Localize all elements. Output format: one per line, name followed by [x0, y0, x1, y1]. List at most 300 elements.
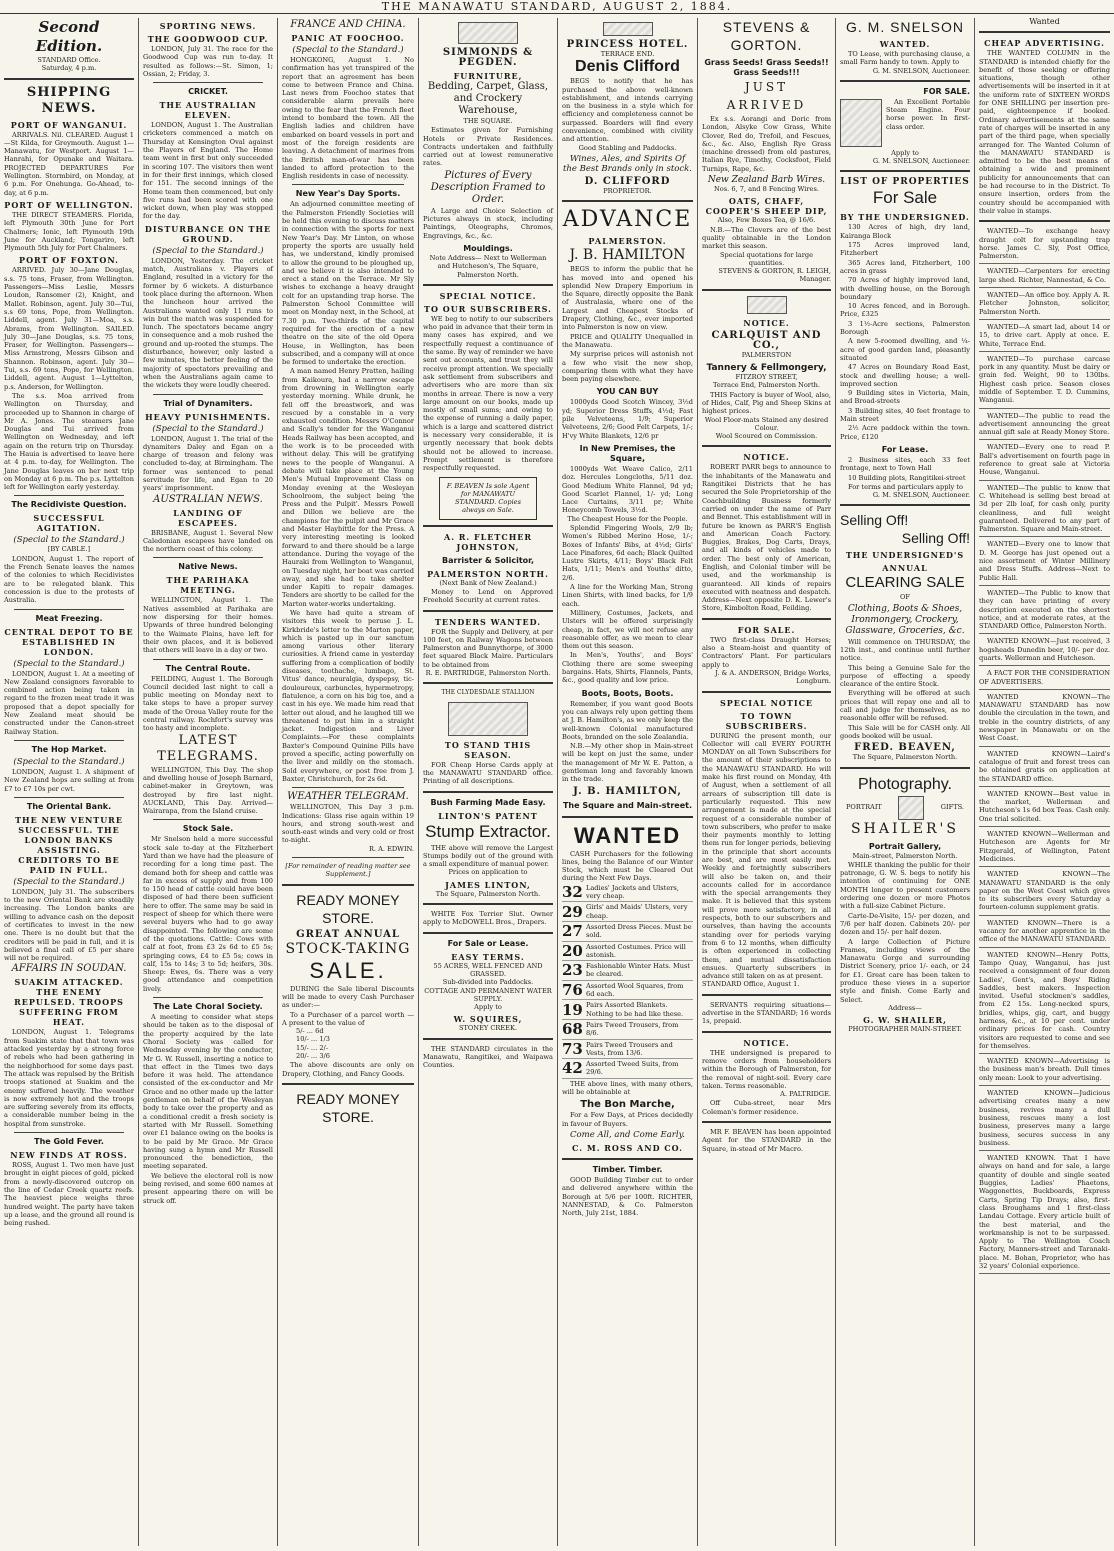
escapees-heading: LANDING OF ESCAPEES. — [173, 507, 243, 528]
oats-also: Also, Few Boxes Tea, @ 16/6. — [717, 216, 816, 225]
prices-label: Prices on application to — [448, 868, 528, 877]
goods-line: Clothing, Boots & Shoes, Ironmongery, Crockery, Glassware, Groceries, &c. — [845, 603, 965, 636]
divider — [423, 932, 553, 934]
fencing-line: Nos. 6, 7, and 8 Fencing Wires. — [714, 185, 819, 194]
clearance-line-count: 42 — [562, 1059, 583, 1078]
cramp-body: We have had quite a stream of visitors this week to peruse J. L. Kirkbride's letter to the Marton paper, which is pasted up in our sanctum among various other literary curiosities. A friend came in yesterday suffering from a complication of bodily diseases, toothache, lumbago, St. Vitus' dance, neuralgia, dyspepsy, tic-douloureux, carbuncles, hypermetropy, flatulence, a corn on his big toe, and a cast in his eye. We made him read that letter out aloud, and he laughed till we threatened to put him in a straight jacket. Indigestion and Liver Complaints.—For these complaints Baxter's Compound Quinine Pills have proved a specific, acting powerfully on the liver and mildly on the stomach. Sold everywhere, or post free from J. Baxter, Christchurch, for 2s 6d. — [282, 609, 414, 783]
disturbance-heading: DISTURBANCE ON THE GROUND. — [144, 223, 272, 244]
meat-body: LONDON, August 1. At a meeting of New Zealand consignors favorable to combined action being taken in regard to the frozen meat trade it was proposed that a depot specially for New Zealand meat should be constructed under the Canon-street Railway Station. — [4, 669, 134, 736]
special-quotation-line: Special quotations for large quantities. — [719, 250, 814, 267]
divider — [292, 857, 404, 858]
divider — [840, 504, 970, 506]
notice2-heading: NOTICE. — [743, 452, 790, 463]
divider — [292, 787, 404, 788]
terrace-end-label: Terrace End, Palmerston North. — [713, 381, 820, 390]
column-5 — [558, 18, 697, 1548]
boots-heading: Boots, Boots, Boots. — [581, 688, 674, 698]
wanted-item: WANTED KNOWN—Advertising is the business man's breath. Dull times only mean: Look to your advertising. — [979, 1057, 1110, 1086]
clearing-sale-heading: CLEARING SALE — [845, 574, 965, 592]
gallery-heading: Portrait Gallery, — [868, 841, 942, 851]
barrister-title: Barrister & Solicitor, — [442, 555, 534, 565]
square-label: THE SQUARE. — [463, 117, 513, 125]
nightsoil-body: THE undersigned is prepared to remove orders from householders within the Borough of Palmerston, for the removal of night-soil. Every care taken. Terms reasonable. — [702, 1048, 831, 1090]
divider — [702, 994, 831, 996]
lease-item: 2 Business sites, each 33 feet frontage, next to Town Hall — [840, 455, 970, 473]
selling-off-1: Selling Off! — [840, 512, 909, 529]
bush-heading: Bush Farming Made Easy. — [430, 797, 546, 807]
barrister-name: A. R. FLETCHER JOHNSTON, — [443, 531, 533, 552]
tenders-signature: R. E. PARTRIDGE, Palmerston North. — [425, 669, 551, 678]
photography-heading: Photography. — [858, 775, 952, 793]
stocktaking-heading: STOCK-TAKING — [285, 940, 411, 957]
divider — [423, 791, 553, 793]
nb-body: N.B.—My other shop in Main-street will be kept on just the same, under the management of Mr W. E. Patton, a gentleman long and favorably known in the trade. — [562, 742, 693, 784]
wanted-item: WANTED—The public to know that C. Whitehead is selling best bread at 3d per 2lb loaf, for cash only, purity cleanliness, and full weight guaranteed. Delivered to any part of Palmerston. Square and Main-street. — [979, 484, 1110, 538]
cash-line: This Sale will be for CASH only. All goods booked will be usual. — [840, 723, 970, 740]
port-foxton-body: ARRIVED. July 30—Jane Douglas, s.s. 75 tons, Fraser, from Wellington. Passengers—Miss Leslie, Messrs Loudon, Ransomer (2), Knight, and Mallet. Robinson, agent. July 30—Tui, s.s 69 tons, Pope, from Wellington. Liddell, agent. July 31—Moa, s.s. Abrams, from Wellington. SAILED. July 30—Jane Douglas, s.s. 75 tons, Fraser, for Wellington. Passengers—Miss Armstrong, Messrs Gibson and Shannon. Robinson, agent. July 30—Tui, s.s. 69 tons, Pope, for Wellington. Liddell, agent. August 1—Lyttelton, p.s. Anderson, for Wellington. — [4, 266, 134, 391]
stand-heading: TO STAND THIS SEASON. — [444, 739, 532, 760]
town-subscribers-heading: TO TOWN SUBSCRIBERS. — [725, 710, 808, 731]
port-foxton-notes: The s.s. Moa arrived from Wellington on Thursday, and proceeded up to Shannon in charge of Mr A. Jones. The steamers Jane Douglas and Tui arrived from Wellington on Wednesday, and left again on the return trip on Thursday. The Hauia is advertised to leave here at 4 p.m. to-day, for Wellington. The Jane Douglas leaves on her next trip on Monday at 6 p.m. The p.s. Lyttelton left for Wellington early yesterday. — [4, 391, 134, 492]
property-item: 10 Acres fenced, and in Borough. Price, £325 — [840, 302, 970, 319]
divider — [14, 797, 124, 798]
shailer-heading: SHAILER'S — [851, 820, 959, 837]
divider — [979, 220, 1110, 222]
stoney-creek: STONEY CREEK. — [458, 1024, 517, 1033]
clearance-line-count: 68 — [562, 1020, 583, 1039]
undersigned-heading: THE UNDERSIGNED'S — [845, 550, 965, 561]
discount-row: 15/- ... 2/- — [296, 1043, 328, 1052]
lease-heading: For Lease. — [881, 444, 929, 454]
closing-body: We believe the electoral roll is now being revised, and some 600 names at present appearing there on will be struck off. — [143, 1171, 273, 1205]
property-item: 2½ Acre paddock within the town. Price, £120 — [840, 424, 970, 441]
property-item: 3 1½-Acre sections, Palmerston Borough — [840, 319, 970, 337]
snelson-heading: G. M. SNELSON — [845, 19, 965, 35]
divider — [423, 525, 553, 527]
notice3-heading: NOTICE. — [743, 1037, 790, 1048]
port-wanganui-heading: PORT OF WANGANUI. — [10, 119, 128, 130]
divider — [702, 691, 831, 693]
premises-heading: In New Premises, the Square, — [579, 443, 676, 463]
clifford-heading: Denis Clifford — [575, 58, 680, 76]
hamilton-heading: J. B. HAMILTON — [569, 247, 686, 264]
lease-list — [840, 456, 970, 482]
wines-line: Wines, Ales, and Spirits Of the Best Brands only in stock. — [563, 153, 692, 174]
circulation-note: THE STANDARD circulates in the Manawatu, Rangitikei, and Waipawa Counties. — [423, 1044, 553, 1070]
divider — [292, 184, 404, 185]
divider — [979, 31, 1110, 33]
native-heading: Native News. — [178, 562, 238, 572]
clearance-line-text: Girls' and Maids' Ulsters, very cheap. — [586, 903, 688, 920]
address-label: Address— — [888, 1003, 922, 1012]
genuine-line: This being a Genuine Sale for the purpose of effecting a speedy clearance of the entire Stock. — [840, 663, 970, 689]
port-wanganui-body: ARRIVALS. Nil. CLEARED. August 1—St Kilda, for Greymouth. August 1—Manawatu, for Westport. August 1—Hanrahi, for Opunake and Waitara. PROJECTED DEPARTURES For Wellington. Stormbird, on Monday, at 6 p.m. For Onehunga. Go-Ahead, to-day, at 6 p.m. — [4, 130, 134, 197]
masthead: THE MANAWATU STANDARD, AUGUST 2, 1884. — [0, 0, 1114, 14]
ready-money-footer: READY MONEY STORE. — [296, 1090, 400, 1125]
millinery-line: Millinery, Costumes, Jackets, and Ulsters will be offered surprisingly cheap, in fact, we will not refuse any reasonable offer, as we mean to clear them out this season. — [562, 608, 693, 651]
wanted-item: WANTED KNOWN. That I have always on hand and for sale, a large quantity of double and single seated Buggies, Ladies' Phaetons, Waggonettes, Buckboards, Express Carts, Spring Tip Drays; also, first-class Broughams and 1 first-class Landau Cottage. Every article built of the best material, and the workmanship is not to be surpassed. Apply to The Wellington Coach Factory, Manners-street and Taranaki-place. M. Bohan, Proprietor, who has 32 years' Colonial experience. — [979, 1154, 1110, 1274]
discount-header: To a Purchaser of a parcel worth — A present to the value of — [282, 1010, 414, 1027]
divider — [562, 1158, 693, 1160]
property-item: 130 Acres of high, dry land, Kairanga Block — [840, 223, 970, 240]
apply-label: Apply to — [891, 148, 919, 157]
divider — [702, 618, 831, 620]
special-label: (Special to the Standard.) — [152, 245, 264, 256]
camera-icon — [898, 796, 924, 820]
wanted-item: WANTED KNOWN—Laird's catalogue of fruit and forest trees can be obtained gratis on application at the STANDARD office. — [979, 750, 1110, 787]
wanted-item: WANTED—Every one to know that D. M. George has just opened out a nice assortment of Winter Millinery and Dress Stuffs. Address—Next to Public Hall. — [979, 540, 1110, 585]
clearance-line-text: Pairs Tweed Trousers and Vests, from 13/6. — [586, 1040, 673, 1057]
aus-news-heading: AUSTRALIAN NEWS. — [153, 493, 263, 505]
eleven-heading: THE AUSTRALIAN ELEVEN. — [159, 100, 257, 121]
clearance-line-text: Pairs Assorted Blankets. Nothing to be had like these. — [586, 1001, 684, 1018]
wanted-heading: WANTED. — [879, 39, 931, 49]
column-8 — [975, 18, 1114, 1548]
cricket-body: LONDON, August 1. The Australian cricketers commenced a match on Thursday at Kensington Oval against the Players of England. The Home team went in first but only succeeded in scoring 107. The visitors then went in for their first innings, which closed for 151. The second innings of the Home team then commenced, but only five runs had been scored with one wicket down, when play was stopped for the day. — [143, 121, 273, 221]
prices-line: Everything will be offered at such prices that will repay one and all to call and judge for themselves, as no reasonable offer will be refused. — [840, 689, 970, 723]
port-wellington-body: THE DIRECT STEAMERS. Florida, left Plymouth 30th June for Port Chalmers; Ionic, left Plymouth 19th June for Auckland; Tongariro, left Plymouth 5th July for Port Chalmers. — [4, 210, 134, 253]
terrace-label: TERRACE END. — [600, 50, 655, 58]
palmerston-label: PALMERSTON. — [588, 236, 667, 247]
beaven-agent-line: MR F. BEAVEN has been appointed Agent for the STANDARD in the Square, in-stead of Mr Macro. — [702, 1128, 831, 1153]
special-label: (Special to the Standard.) — [13, 756, 125, 767]
shipping-heading: SHIPPING NEWS. — [26, 84, 112, 116]
parr-body: ROBERT PARR begs to announce to the inhabitants of the Manawatu and Rangitikei Districts that he has secured the Sole Proprietorship of the Coachbuilding Business formerly carried on under the name of Parr and Bennet. This establishment will in future be known as PARR'S English and American Coach Factory. Buggies, Brakes, Dog Carts, Drays, and all kinds of vehicles made to order. The best only of American, English, and Colonial timber will be used, and the workmanship is guaranteed. All kinds of repairs executed with neatness and despatch. Address—Next opposite D. K. Lewer's Store, Kimbolton Road, Feilding. — [702, 463, 831, 613]
clearance-line — [562, 981, 693, 1001]
divider — [423, 1038, 553, 1040]
hotel-body: BEGS to notify that he has purchased the above well-known establishment, and intends carrying on the business in a style which for efficiency and completeness cannot be surpassed. Boarders will find every convenience, combined with civility and attention. — [562, 77, 693, 144]
tenders-heading: TENDERS WANTED. — [434, 616, 542, 627]
proprietor-label: PROPRIETOR. — [603, 186, 652, 195]
stabling-line: Good Stabling and Paddocks. — [578, 143, 677, 152]
office-date: STANDARD Office, August 1. — [702, 980, 800, 989]
office-line: STANDARD Office. — [37, 56, 101, 64]
discount-table — [282, 1027, 414, 1060]
timber-heading: Timber. Timber. — [592, 1164, 663, 1174]
remainder-note: [For remainder of reading matter see Supplement.] — [285, 862, 411, 879]
notice-body: WE beg to notify to our subscribers who paid in advance that their term in many cases has expired, and we respectfully request a continuance of the same. By way of reminder we have sent out accounts, and trust they will receive prompt attention. We specially ask settlement from subscribers and advertisers who are more than six months in arrear. There is now a very large amount on our books, made up mostly of small sums; and owing to the expense of running a daily paper, which is a large and scattered district is necessary very considerable, it is urgently necessary that book debts should not be allowed to increase. Prompt settlement is therefore respectfully requested. — [423, 314, 553, 473]
clearance-line — [562, 1020, 693, 1040]
shailer-signature: G. W. SHAILER, — [863, 1015, 947, 1026]
property-item: A new 5-roomed dwelling, and ¼-acre of good garden land, pleasantly situated — [840, 337, 970, 362]
port-wellington-heading: PORT OF WELLINGTON. — [4, 199, 134, 210]
parihaka-heading: THE PARIHAKA MEETING. — [166, 575, 250, 596]
clearance-line-text: Assorted Tweed Suits, from 29/6. — [586, 1060, 679, 1077]
clearance-line — [562, 961, 693, 981]
wanted-item: WANTED—Carpenters for erecting large shed. Richter, Nannestad, & Co. — [979, 267, 1110, 288]
divider — [153, 82, 263, 83]
barrister-place: PALMERSTON NORTH. — [427, 568, 549, 579]
soudan-heading: AFFAIRS IN SOUDAN. — [11, 963, 127, 975]
bon-marche-heading: The Bon Marche, — [580, 1099, 675, 1111]
buy-list: 1000yds Good Scotch Wincey, 3½d yd; Superior Dress Stuffs, 4½d; Fast pile Velveteens, 1/9; Superior Velveteens, 2/6; Good Felt Carpets, 1/-; H'vy White Blankets, 12/6 pr — [562, 398, 693, 440]
linton-heading: LINTON'S PATENT — [438, 810, 538, 821]
horse-cards-body: FOR Cheap Horse Cards apply at the MANAWATU STANDARD office. Printing of all descriptions. — [423, 760, 553, 786]
meat-subheading: CENTRAL DEPOT TO BE ESTABLISHED IN LONDON. — [4, 626, 134, 657]
wanted-body: CASH Purchasers for the following lines, being the Balance of our Winter Stock, which must be Cleared Out during the Next Few Days. — [562, 849, 693, 883]
stevens-signature: STEVENS & GORTON, R. LEIGH, Manager. — [718, 267, 831, 284]
panic-heading: PANIC AT FOOCHOO. — [291, 33, 405, 43]
shailer-body: WHILE thanking the public for their patronage, G. W. S. begs to notify his intention of continuing for ONE MONTH longer to present customers ordering one dozen or more Photos with a full-size Cabinet Picture. — [840, 860, 970, 911]
bedding-heading: Bedding, Carpet, Glass, and Crockery Warehouse, — [427, 81, 549, 116]
property-item: 47 Acres on Boundary Road East, stock and dwelling house; a well-improved section — [840, 363, 970, 388]
divider — [840, 80, 970, 82]
port-foxton-heading: PORT OF FOXTON. — [19, 255, 119, 266]
hamilton-signature: J. B. HAMILTON, — [573, 785, 682, 797]
for-sale-big: For Sale — [872, 188, 938, 208]
arrived-heading: JUST ARRIVED — [726, 80, 807, 112]
fitzroy-label: FITZROY STREET, — [735, 373, 798, 382]
snelson-signature: G. M. SNELSON, Auctioneer. — [872, 157, 970, 166]
special-label: (Special to the Standard.) — [13, 535, 125, 546]
recidiviste-subheading: SUCCESSFUL AGITATION. — [33, 513, 105, 534]
linton-address: The Square, Palmerston North. — [435, 889, 541, 898]
premises-list: 1000yds Wet Weave Calico, 2/11 doz. Hercules Longcloths, 5/11 doz. Good Medium White Flannel, 9d yd; Good Scarlet Flannel, 1/- yd; Long Lace Curtains, 3/11 pr; White Honeycomb Towels, 3½d. — [562, 464, 693, 515]
wanted-item: WANTED KNOWN—The MANAWATU STANDARD has now double the circulation in the town, and treble in the country districts, of any newspaper in Manawatu or on the West Coast. — [979, 693, 1110, 747]
horse-illustration-icon — [448, 702, 528, 736]
meat-heading: Meat Freezing. — [35, 613, 103, 623]
column-6 — [698, 18, 835, 1548]
carlquist-heading: CARLQUIST AND CO., — [711, 329, 822, 351]
wanted-item: WANTED KNOWN—There is a vacancy for another apprentice in the office of the MANAWATU STANDARD. — [979, 919, 1110, 948]
sale-body: DURING the Sale liberal Discounts will be made to every Cash Purchaser as under:— — [282, 984, 414, 1010]
special-label: (Special to the Standard.) — [13, 658, 125, 669]
column-4 — [419, 18, 557, 1548]
divider — [14, 495, 124, 496]
clearance-line-count: 20 — [562, 941, 583, 960]
clearance-line-text: Assorted Dress Pieces. Must be sold. — [586, 922, 692, 940]
furniture-heading: FURNITURE, — [453, 71, 523, 81]
latest-heading: LATEST TELEGRAMS. — [157, 732, 259, 764]
wanted-items-list — [979, 227, 1110, 1274]
divider — [702, 1031, 831, 1033]
special-label: (Special to the Standard.) — [13, 876, 125, 887]
commence-line: Will commence on THURSDAY, the 12th inst., and continue until further notice. — [840, 637, 970, 663]
anderson-signature: J. & A. ANDERSON, Bridge Works, Longburn. — [715, 668, 831, 686]
property-item: 9 Building sites in Victoria, Main, and Broad-streets — [840, 389, 970, 406]
sporting-heading: SPORTING NEWS. — [159, 21, 257, 31]
clearance-line — [562, 942, 693, 962]
column-7 — [836, 18, 974, 1548]
beaven-agent-box: F. BEAVEN Is sole Agent for MANAWATU STANDARD. Copies always on Sale. — [439, 477, 537, 520]
for-sale-heading: FOR SALE. — [737, 624, 796, 635]
hop-body: LONDON, August 1. A shipment of New Zealand hops are selling at from £7 to £7 10s per cwt. — [4, 767, 134, 793]
divider — [4, 78, 134, 80]
clearance-line-count: 76 — [562, 981, 583, 1000]
divider — [423, 682, 553, 684]
wanted-item: WANTED—An office boy. Apply A. R. Fletcher Johnston, solicitor, Palmerston North. — [979, 291, 1110, 320]
divider — [14, 740, 124, 741]
acres-line: 55 ACRES, WELL FENCED AND GRASSED. — [433, 961, 543, 978]
divider — [153, 997, 263, 998]
apply-label: Apply to — [474, 1003, 502, 1012]
tannery-body: THIS Factory is buyer of Wool, also, of Hides, Calf, Pig and Sheep Skins at highest prices. — [702, 390, 831, 416]
clearance-line — [562, 922, 693, 942]
ready-money-heading: READY MONEY STORE. — [296, 891, 400, 926]
wanted-item: WANTED—The public to read the advertisement announcing the great annual gift sale at Ready Money Store. — [979, 412, 1110, 441]
property-item: 365 Acres land, Fitzherbert, 100 acres in grass — [840, 258, 970, 275]
discount-note: The above discounts are only on Drapery, Clothing, and Fancy Goods. — [282, 1061, 414, 1078]
divider — [153, 659, 263, 660]
of-label: OF — [900, 593, 910, 602]
main-street-label: Main-street, Palmerston North. — [852, 851, 958, 860]
timber-body: GOOD Building Timber cut to order and delivered anywhere within the Borough at 5/6 per 100ft. RICHTER, NANNESTAD, & Co. Palmerston North, July 21st, 1884. — [562, 1175, 693, 1218]
barrister-note: Money to Lend on Approved Freehold Security at current rates. — [423, 587, 553, 605]
wanted-item: WANTED KNOWN—Henry Potts, Tampo Quay, Wanganui, has just received a consignment of four dozen Ladies', Gent's, and Boys' Riding Saddles, best makers. Inspection invited. Useful stockmen's saddles, from £2 15s. Long-necked spurs, bridles, whips, gig, cart, and buggy harness, &c., at 10 per cent. under ordinary prices for cash. Country visitors are requested to come and see for themselves. — [979, 951, 1110, 1055]
paddocks-line: Sub-divided into Paddocks. — [442, 978, 534, 987]
dynamiters-heading: Trial of Dynamiters. — [163, 398, 253, 408]
wanted-item: WANTED KNOWN—Wellerman and Hutcheson are Agents for Mr Fitzgerald, of Wellington, Patent Medicines. — [979, 830, 1110, 867]
recidiviste-body: LONDON, August 1. The report of the French Senate leaves the names of the colonies to which Recidivistes are to be relegated blank. This concession is due to the protests of Australia. — [4, 554, 134, 605]
divider — [702, 289, 831, 291]
divider — [423, 284, 553, 286]
divider — [840, 170, 970, 172]
lease-item: 10 Building plots, Rangitikei-street — [848, 473, 966, 482]
cricket-heading: CRICKET. — [188, 87, 228, 97]
simmonds-heading: SIMMONDS & PEGDEN. — [442, 47, 534, 68]
engine-body: An Excellent Portable Steam Engine. Four horse power. In first-class order. — [886, 97, 970, 131]
divider — [14, 1132, 124, 1133]
goodwood-body: LONDON, July 31. The race for the Goodwood Cup was run to-day. It resulted as follows:—St. Simon, 1; Ossian, 2; Friday, 3. — [143, 45, 273, 78]
address-body: Note Address— Next to Wellerman and Hutcheson's, The Square, Palmerston North. — [429, 253, 547, 279]
arrived-body: Ex s.s. Aorangi and Doric from London, Alsyke Cow Grass, White Clover, Red do, Trefoil, and Fescues, &c., &c. Also, English Rye Grass (machine dressed) from old pastures, Italian Rye, Timothy, Cocksfoot, Field Turnips, Rape, &c. — [702, 115, 831, 173]
divider — [423, 610, 553, 612]
advance-heading: ADVANCE — [562, 207, 693, 233]
pictures-heading: Pictures of Every Description Framed to Order. — [430, 169, 546, 205]
clearance-line-count: 73 — [562, 1039, 583, 1058]
clydesdale-label: THE CLYDESDALE STALLION — [441, 689, 535, 697]
oriental-heading: The Oriental Bank. — [26, 801, 112, 811]
divider — [562, 200, 693, 202]
wanted-column-heading: Wanted — [1029, 18, 1060, 26]
discount-row: 10/- ... 1/3 — [296, 1035, 330, 1044]
hose-list: Splendid Fingering Wools, 2/9 lb; Women's Ribbed Merino Hose, 1/-; Boxes of Infants' Bibs, at 4½d; Girls' Lace Pinafores, 6d each; Black Quilted Lustre Skirts, 4/11; Boys' Black Felt Hats, 1/11; Men's and Youths' ditto, 2/6. — [562, 523, 693, 582]
by-undersigned: BY THE UNDERSIGNED. — [840, 212, 970, 223]
clearance-line-text: Fashionable Winter Hats. Must be cleared. — [586, 962, 691, 979]
recidiviste-heading: The Recidiviste Question. — [11, 500, 127, 510]
wool-scoured-line: Wool Scoured on Commission. — [715, 432, 818, 441]
clearance-line-count: 23 — [562, 961, 583, 980]
property-item: 175 Acres improved land, Fitzherbert — [840, 241, 970, 258]
terms-heading: EASY TERMS. — [451, 951, 525, 962]
sale-lease-heading: For Sale or Lease. — [447, 938, 529, 948]
paltridge-signature: A. PALTRIDGE. — [780, 1090, 831, 1099]
bon-marche-body: For a Few Days, at Prices decidedly in favour of Buyers. — [562, 1111, 693, 1128]
divider — [423, 903, 553, 905]
subscribers-heading: TO OUR SUBSCRIBERS. — [424, 303, 552, 314]
divider — [14, 609, 124, 610]
divider — [282, 1083, 414, 1085]
soudan-body: LONDON, August 1. Telegrams from Suakim state that that town was attacked yesterday by a strong force of rebels who had been gathering in the neighborhood for some days past. The attack was repulsed by the British troops stationed at Suakim and the enemy suffered heavily. The weather is now extremely hot and the troops are suffering severely from its effects, a considerable number being in the hospital from sunstroke. — [4, 1028, 134, 1128]
special-label: (Special to the Standard.) — [152, 423, 264, 434]
divider — [840, 767, 970, 769]
dynamiters-body: LONDON, August 1. The trial of the dynamiters Daley and Egan on a charge of treason and felony was concluded to-day, at Birmingham. The former was sentenced to penal servitude for life, and Egan to 20 years' imprisonment. — [143, 434, 273, 493]
divider — [153, 819, 263, 820]
clearance-line-count: 32 — [562, 883, 583, 902]
quality-line: PRICE and QUALITY Unequalled in the Manawatu. — [562, 332, 693, 349]
hop-heading: The Hop Market. — [31, 744, 107, 754]
soudan-subheading: SUAKIM ATTACKED. THE ENEMY REPULSED. TROOPS SUFFERING FROM HEAT. — [14, 977, 124, 1028]
list-heading: LIST OF PROPERTIES — [840, 177, 970, 188]
central-body: FEILDING, August 1. The Borough Council decided last night to call a public meeting on Monday next to take steps to have a proper survey made of the Oroua Valley route for the central railway. Rochfort's survey was too hasty and incomplete. — [143, 674, 273, 733]
paltridge-address: Off Cuba-street, near Mrs Coleman's former residence. — [702, 1099, 831, 1116]
latest-body: WELLINGTON, This Day. The shop and dwelling house of Joseph Barnard, cabinet-maker in Greytown, was destroyed by fire last night. AUCKLAND, This Day. Arrived—Wairarapa, from the Island cruise. — [143, 765, 273, 816]
clearance-line-count: 29 — [562, 902, 583, 921]
squires-name: W. SQUIRES, — [453, 1014, 523, 1025]
oriental-subheading: THE NEW VENTURE SUCCESSFUL. THE LONDON BANKS ASSISTING. CREDITORS TO BE PAID IN FULL. — [15, 814, 123, 875]
wanted-item: WANTED—Every one to read P. Ball's advertisement on fourth page in reference to great sale at Victoria House, Wanganui. — [979, 443, 1110, 480]
selling-off-2: Selling Off! — [901, 530, 970, 547]
portrait-gifts-row — [840, 796, 970, 820]
terms-line: For terms and particulars apply to — [848, 482, 963, 491]
wanted-item: WANTED KNOWN—Best value in the market, Wellerman and Hutcheson's 1s 6d box Teas. Cash only. One trial solicited. — [979, 790, 1110, 827]
surprise-line: My surprise prices will astonish not a few who visit the new shop, comparing them with what they have been paying elsewhere. — [562, 350, 693, 384]
barrister-address: (Next Bank of New Zealand.) — [439, 578, 537, 587]
sofa-illustration-icon — [458, 22, 518, 44]
discount-row: 5/- ... 6d — [296, 1027, 324, 1036]
sheep-illustration-icon — [747, 296, 787, 314]
carlquist-palmerston: PALMERSTON — [741, 350, 792, 359]
notice-heading: NOTICE. — [743, 317, 790, 328]
clearance-line-text: Assorted Costumes. Price will astonish. — [586, 942, 686, 959]
choral-heading: The Late Choral Society. — [153, 1002, 263, 1012]
square-main-line: The Square and Main-street. — [562, 800, 693, 810]
sale-heading: SALE. — [309, 957, 387, 983]
property-item: 70 Acres of highly improved land, with dwelling house, on the Borough boundary — [840, 276, 970, 301]
oats-heading: OATS, CHAFF, COOPER'S SHEEP DIP, — [705, 196, 828, 217]
wanted-item: WANTED—To purchase carcase pork in any quantity. Must be dairy or grain fed. Weight, 90 to 130lbs. Highest cash price. Season closes middle of September. T. D. Cummins, Wanganui. — [979, 355, 1110, 409]
beaven-address: The Square, Palmerston North. — [852, 753, 958, 762]
wanted-item: WANTED KNOWN—Judicious advertising creates many a new business, revives many a dull business, rescues many a lost business, preserves many a large business, secures success in any business. — [979, 1089, 1110, 1151]
stock-heading: Stock Sale. — [182, 824, 234, 834]
wires-heading: New Zealand Barb Wires. — [707, 175, 826, 186]
punishments-heading: HEAVY PUNISHMENTS. — [145, 411, 271, 422]
portrait-label: PORTRAIT — [846, 803, 882, 812]
time-line: Saturday, 4 p.m. — [41, 64, 97, 73]
weather-heading: WEATHER TELEGRAM. — [287, 791, 409, 803]
misc-body: A man named Henry Pratten, hailing from Kaikoura, had a narrow escape from drowning in Wellington early yesterday morning. While drunk, he fell off the breastwork, and was rescued by a constable in a very exhausted condition. Messrs O'Connor and Scally's tender for the Wanganui Heads Railway has been accepted, and the work is to be proceeded with without delay. This will be gratifying news to the people of Wanganui. A debate will take place at the Young Men's Mutual Improvement Class on Monday evening at the Wesleyan Schoolroom, the subject being 'the Press and the Pulpit'. Messrs Powell and Dillon we believe are the champions for the pulpit and Mr Grace and Master Haybittle for the Press. A very interesting meeting is looked forward to and there should be a large attendance. During the voyage of the Hauraki from Wellington to Wanganui, on Tuesday night, her boat was carried away, and she had to take shelter under Kapiti to repair damages. Tenders are shortly to be called for the Marton water-works undertaking. — [282, 367, 414, 608]
choral-body: A meeting to consider what steps should be taken as to the disposal of the property acquired by the late Choral Society was called for Wednesday evening by the conductor, Mr G. W. Russell, inserting a notice to that effect in the Times two days before it was held. The attendance consisted of the ex-conductor and Mr Grace and no other made up the latter gentleman on behalf of the Wesleyan body to take over the property and as a conditional credit a fresh society is started with Mr Russell. Something over £1 balance owing on the books is to be paid by Mr Grace. Mr Grace having sung a hymn and Mr Russell pronounced the benediction, the meeting separated. — [143, 1013, 273, 1171]
gold-body: ROSS, August 1. Two men have just brought in eight pieces of gold, picked from a newly-discovered outcrop on the line of Cedar Creek quartz reefs. The heaviest piece weighs three hundred weight. The party have taken up a lease, and the ground all round is being rushed. — [4, 1161, 134, 1228]
gold-heading: The Gold Fever. — [34, 1137, 104, 1147]
clearance-lines — [562, 883, 693, 1079]
wanted-heading: WANTED — [573, 822, 682, 848]
wanted-item: WANTED—The Public to know that they can have printing of every description executed on the shortest notice, and at moderate rates, at the STANDARD Office, Palmerston North. — [979, 589, 1110, 634]
column-2 — [139, 18, 277, 1548]
france-heading: FRANCE AND CHINA. — [290, 19, 406, 30]
snelson-signature: G. M. SNELSON, Auctioneer. — [872, 491, 970, 500]
frames-body: A large Collection of Picture Frames, including views of the Manawatu Gorge and surrounding District Scenery, price 1/- each, or 24 for £1. Great care has been taken to produce these views in a superior style and finish. Come Early and Select. — [840, 937, 970, 1004]
divider — [282, 884, 414, 886]
property-item: 3 Building sites, 40 feet frontage to Main street — [840, 406, 970, 424]
wanted-item: WANTED KNOWN—The MANAWATU STANDARD is the only paper on the West Coast which gives to its subscribers every Saturday a fourteen-column supplement gratis. — [979, 870, 1110, 915]
divider — [153, 394, 263, 395]
wanted-item: WANTED—To exchange heavy draught colt for upstanding trap horse. James C. Sly, Post Office, Palmerston. — [979, 227, 1110, 264]
divider — [702, 445, 831, 447]
cable-label: [BY CABLE.] — [47, 545, 91, 554]
clearance-line-text: Ladies' Jackets and Ulsters, very cheap. — [586, 883, 679, 901]
stump-body: THE above will remove the Largest Stumps bodily out of the ground with a small expenditure of manual power. — [423, 843, 553, 869]
divider — [702, 1121, 831, 1123]
goodwood-heading: THE GOODWOOD CUP. — [147, 34, 269, 44]
cheap-advertising-heading: CHEAP ADVERTISING. — [984, 38, 1105, 49]
linton-name: JAMES LINTON, — [445, 879, 531, 890]
native-body: WELLINGTON, August 1. The Natives assembled at Parihaka are now dispersing for their homes. Upwards of three hundred belonging to the Waimate Plains, have left for their own places, and it is believed that others will leave in a day or two. — [143, 596, 273, 655]
fox-terrier-body: WHITE Fox Terrier Slut. Owner apply to McDOWELL Bros., Drapers. — [423, 910, 553, 927]
steam-engine-icon — [840, 99, 882, 147]
france-body: HONGKONG, August 1. No confirmation has yet transpired of the report that an agreement has been come to between France and China. Last news from Foochoo states that considerable alarm prevails here owing to the fear that the French fleet intend to bombard the town. All the English ladies and children have embarked on board vessels in port and most of the foreign residents are leaving. A detachment of marines from the British man-of-war has been landed to afford protection to the English residents in case of necessity. — [282, 56, 414, 181]
wanted-body: TO Lease, with purchasing clause, a small Farm handy to town. Apply to — [840, 50, 970, 67]
